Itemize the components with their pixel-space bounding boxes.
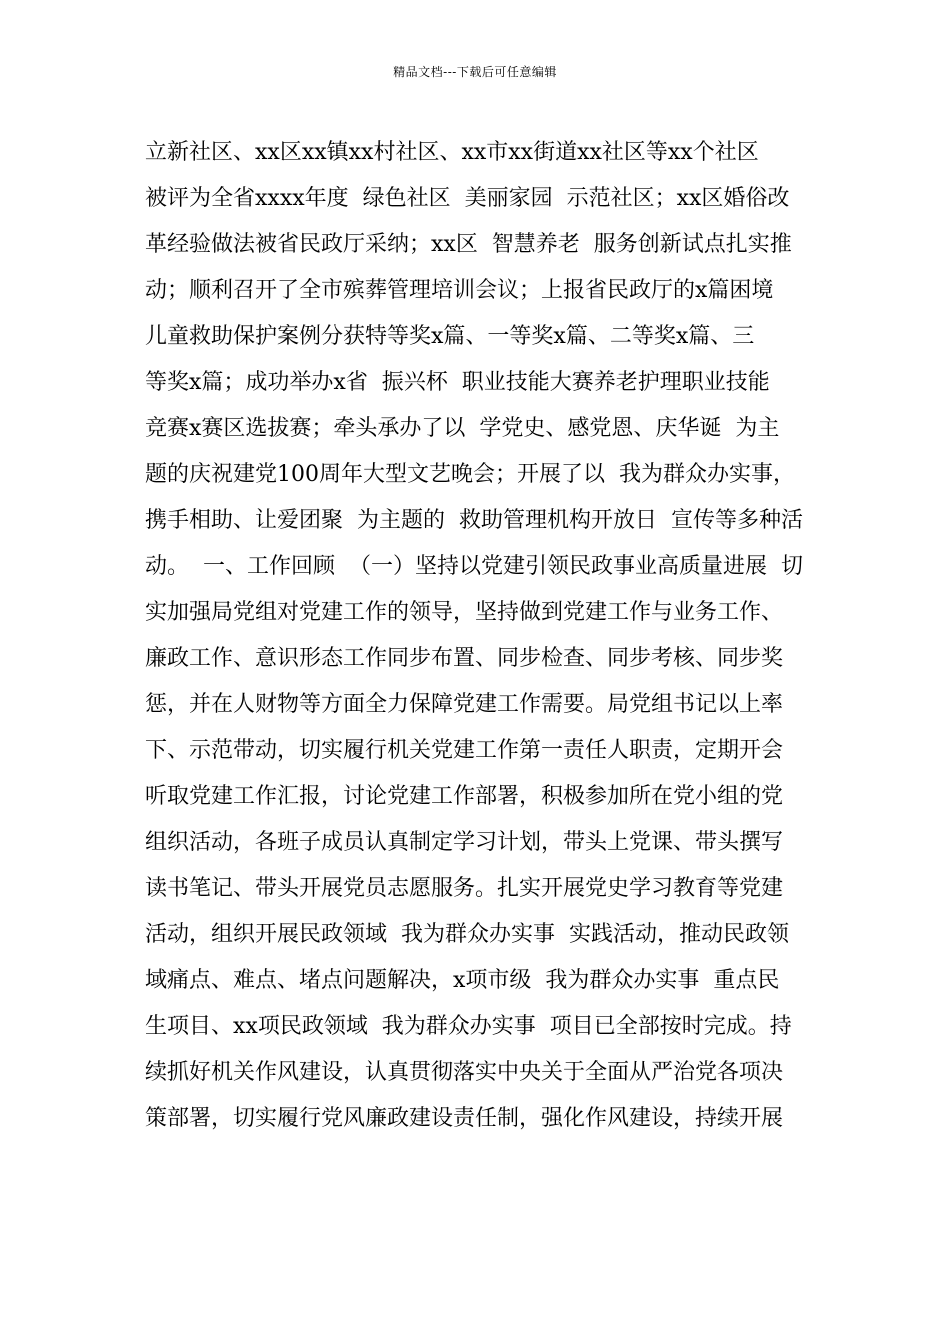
text-line: 实加强局党组对党建工作的领导，坚持做到党建工作与业务工作、 xyxy=(145,600,784,625)
text-line: 读书笔记、带头开展党员志愿服务。扎实开展党史学习教育等党建 xyxy=(145,876,784,901)
text-line: 续抓好机关作风建设，认真贯彻落实中央关于全面从严治党各项决 xyxy=(145,1060,784,1085)
text-line: 听取党建工作汇报，讨论党建工作部署，积极参加所在党小组的党 xyxy=(145,784,784,809)
text-line: 携手相助、让爱团聚 为主题的 救助管理机构开放日 宣传等多种活 xyxy=(145,508,803,533)
text-line: 组织活动，各班子成员认真制定学习计划，带头上党课、带头撰写 xyxy=(145,830,784,855)
text-line: 动；顺利召开了全市殡葬管理培训会议；上报省民政厅的x篇困境 xyxy=(145,278,774,303)
text-line: 革经验做法被省民政厅采纳；xx区 智慧养老 服务创新试点扎实推 xyxy=(145,232,792,257)
text-line: 下、示范带动，切实履行机关党建工作第一责任人职责，定期开会 xyxy=(145,738,784,763)
text-line: 活动，组织开展民政领域 我为群众办实事 实践活动，推动民政领 xyxy=(145,922,789,947)
text-line: 惩，并在人财物等方面全力保障党建工作需要。局党组书记以上率 xyxy=(145,692,784,717)
text-line: 生项目、xx项民政领域 我为群众办实事 项目已全部按时完成。持 xyxy=(145,1014,792,1039)
text-line: 廉政工作、意识形态工作同步布置、同步检查、同步考核、同步奖 xyxy=(145,646,784,671)
text-line: 被评为全省xxxx年度 绿色社区 美丽家园 示范社区；xx区婚俗改 xyxy=(145,186,790,211)
text-line: 动。 一、工作回顾 （一）坚持以党建引领民政事业高质量进展 切 xyxy=(145,554,803,579)
page-header: 精品文档---下载后可任意编辑 xyxy=(393,65,557,79)
text-line: 题的庆祝建党100周年大型文艺晚会；开展了以 我为群众办实事， xyxy=(145,462,795,487)
text-line: 儿童救助保护案例分获特等奖x篇、一等奖x篇、二等奖x篇、三 xyxy=(145,324,755,349)
text-line: 域痛点、难点、堵点问题解决，x项市级 我为群众办实事 重点民 xyxy=(145,968,780,993)
text-line: 竞赛x赛区选拔赛；牵头承办了以 学党史、感党恩、庆华诞 为主 xyxy=(145,416,780,441)
text-line: 策部署，切实履行党风廉政建设责任制，强化作风建设，持续开展 xyxy=(145,1106,784,1131)
text-line: 立新社区、xx区xx镇xx村社区、xx市xx街道xx社区等xx个社区 xyxy=(145,140,759,165)
document-body xyxy=(145,130,815,1142)
text-line: 等奖x篇；成功举办x省 振兴杯 职业技能大赛养老护理职业技能 xyxy=(145,370,770,395)
